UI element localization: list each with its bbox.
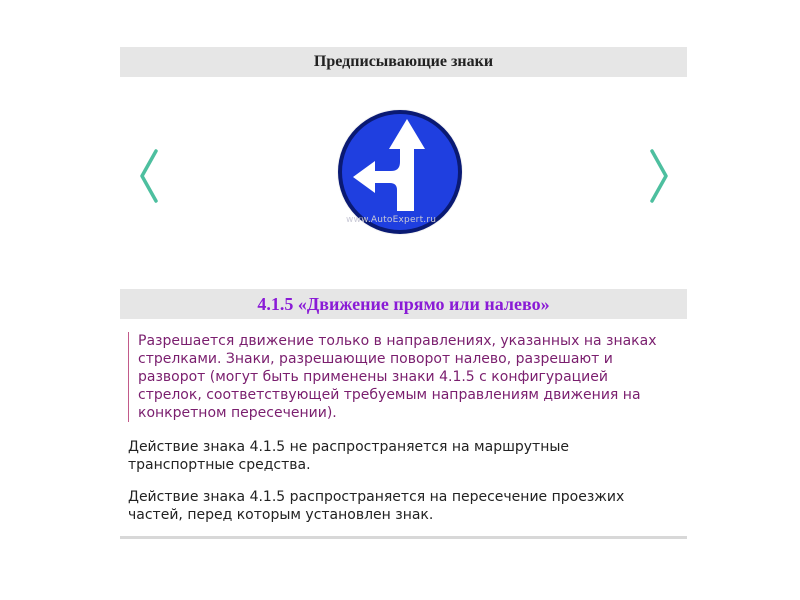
sign-carousel	[120, 77, 687, 289]
watermark: www.AutoExpert.ru	[346, 215, 437, 225]
signs-panel	[120, 47, 687, 540]
chevron-right-icon	[644, 149, 672, 203]
section-header	[120, 47, 687, 77]
section-title: Предписывающие знаки	[313, 53, 494, 70]
paragraph-intersection: Действие знака 4.1.5 распространяется на пересечение проезжих частей, перед которым установлен знак.	[128, 489, 625, 523]
bottom-divider	[120, 536, 687, 539]
sign-title-bar	[120, 289, 687, 319]
paragraph-route-vehicles: Действие знака 4.1.5 не распространяется на маршрутные транспортные средства.	[128, 439, 570, 473]
carousel-next-button[interactable]	[644, 149, 672, 203]
sign-title: 4.1.5 «Движение прямо или налево»	[257, 293, 550, 314]
chevron-left-icon	[136, 149, 164, 203]
sign-description-quote: Разрешается движение только в направлениях, указанных на знаках стрелками. Знаки, разрешающие поворот налево, разрешают и разворот (могут быть применены знаки 4.1.5 с конфигурацией стрелок, соответствующей требуемым направлениям движения на конкретном пересечении).	[128, 332, 658, 422]
carousel-prev-button[interactable]	[136, 149, 164, 203]
